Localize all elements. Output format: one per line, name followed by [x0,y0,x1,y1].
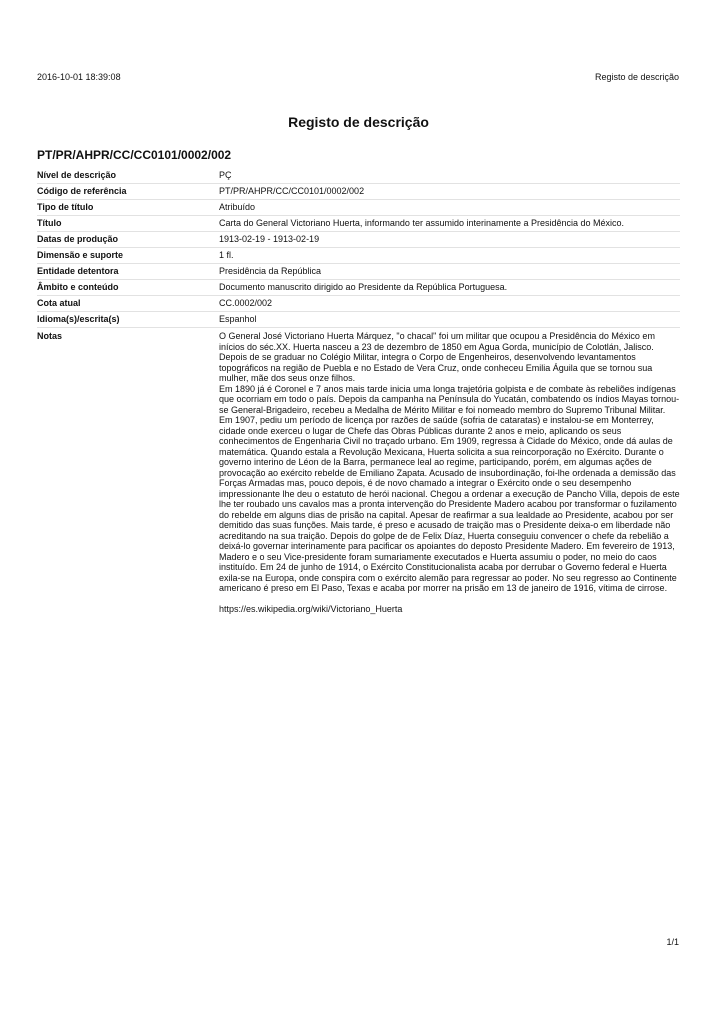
notes-source-url: https://es.wikipedia.org/wiki/Victoriano_Huerta [219,603,403,614]
field-label: Título [37,218,62,228]
field-value: 1913-02-19 - 1913-02-19 [219,234,320,244]
field-row-level [37,168,680,184]
field-row-extent [37,248,680,264]
field-label: Tipo de título [37,202,94,212]
field-row-language [37,312,680,328]
notes-paragraph: O General José Victoriano Huerta Márquez, "o chacal" foi um militar que ocupou a Presidência do México em inícios do séc.XX. Huerta nasceu a 23 de dezembro de 1850 em Agua Gorda, município de Colotlán, Jalisco. Depois de se graduar no Colégio Militar, integra o Corpo de Engenheiros, desenvolvendo levantamentos topográficos na região de Puebla e no Estado de Vera Cruz, onde conheceu Emilia Águila que se tornou sua mulher, mãe dos seus onze filhos. [219,331,655,383]
field-row-scope [37,280,680,296]
field-row-reference-code [37,184,680,200]
page-number: 1/1 [666,937,679,947]
field-label: Idioma(s)/escrita(s) [37,314,120,324]
notes-label: Notas [37,331,63,341]
field-row-holder [37,264,680,280]
field-label: Dimensão e suporte [37,250,124,260]
field-value: 1 fl. [219,250,234,260]
print-timestamp: 2016-10-01 18:39:08 [37,72,121,82]
page-title: Registo de descrição [288,114,429,130]
header-doc-type: Registo de descrição [594,72,679,82]
field-value: Carta do General Victoriano Huerta, informando ter assumido interinamente a Presidência do México. [219,218,625,228]
field-label: Código de referência [37,186,127,196]
field-value: Documento manuscrito dirigido ao Presidente da República Portuguesa. [219,282,508,292]
field-value: CC.0002/002 [219,298,273,308]
field-label: Cota atual [37,298,81,308]
field-row-dates [37,232,680,248]
field-value: PÇ [219,170,232,180]
field-value: Presidência da República [219,266,322,276]
field-value: Atribuído [219,202,256,212]
field-label: Entidade detentora [37,266,119,276]
field-label: Datas de produção [37,234,119,244]
field-label: Âmbito e conteúdo [37,282,119,292]
field-label: Nível de descrição [37,170,117,180]
field-value: PT/PR/AHPR/CC/CC0101/0002/002 [219,186,365,196]
notes-text [219,329,680,614]
field-row-call-number [37,296,680,312]
field-row-notes [37,329,680,614]
field-row-title [37,216,680,232]
description-fields [37,168,680,614]
field-value: Espanhol [219,314,257,324]
notes-paragraph: Em 1890 já é Coronel e 7 anos mais tarde inicia uma longa trajetória golpista e de combate às rebeliões indígenas que ocorriam em todo o país. Depois da campanha na Península do Yucatán, combatendo os índios Mayas tornou-se General-Brigadeiro, recebeu a Medalha de Mérito Militar e foi nomeado membro do Supremo Tribunal Militar. Em 1907, pediu um período de licença por razões de saúde (sofria de cataratas) e instalou-se em Monterrey, cidade onde exerceu o lugar de Chefe das Obras Públicas durante 2 anos e meio, aplicando os seus conhecimentos de Engenharia Civil no traçado urbano. Em 1909, regressa à Cidade do México, onde dá aulas de matemática. Quando estala a Revolução Mexicana, Huerta solicita a sua reincorporação no Exército. Durante o governo interino de Léon de la Barra, permanece leal ao regime, participando, porém, em algumas ações de provocação ao exército rebelde de Emiliano Zapata. Acusado de insubordinação, foi-lhe ordenada a demissão das Forças Armadas mas, pouco depois, é de novo chamado a integrar o Exército onde o seu desempenho impressionante lhe deu o estatuto de herói nacional. Chegou a ordenar a execução de Pancho Villa, depois de este lhe ter roubado uns cavalos mas a pronta intervenção do Presidente Madero acabou por transformar o fuzilamento do rebelde em alguns dias de prisão na capital. Apesar de reafirmar a sua lealdade ao Presidente, acabou por ser demitido das suas funções. Mais tarde, é preso e acusado de traição mas o Presidente deixa-o em liberdade não acreditando na sua traição. Depois do golpe de de Felix Díaz, Huerta conseguiu convencer o chefe da rebelião a deixá-lo governar interinamente para pacificar os apoiantes do deposto Presidente Madero. Em fevereiro de 1913, Madero e o seu Vice-presidente foram sumariamente executados e Huerta assumiu o poder, no meio do caos instituído. Em 24 de junho de 1914, o Exército Constitucionalista acaba por derrubar o Governo federal e Huerta exila-se na Europa, onde conspira com o exército alemão para regressar ao poder. No seu regresso ao Continente americano é preso em El Paso, Texas e acaba por morrer na prisão em 13 de janeiro de 1916, vítima de cirrose. [219,383,680,593]
field-row-title-type [37,200,680,216]
reference-code-heading: PT/PR/AHPR/CC/CC0101/0002/002 [37,148,232,162]
